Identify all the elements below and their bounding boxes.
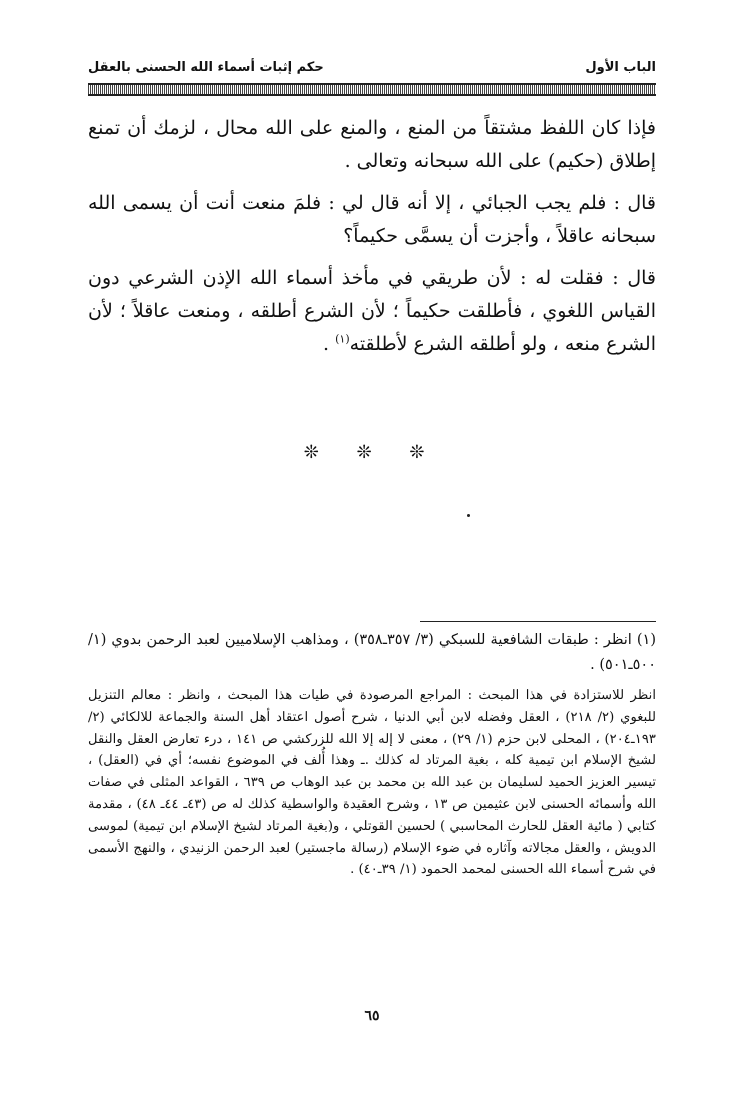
footnote-1: (١) انظر : طبقات الشافعية للسبكي (٣/ ٣٥٧ـ٣٥٨) ، ومذاهب الإسلاميين لعبد الرحمن بدوي (١/ ٥٠٠ـ٥٠١) . — [88, 632, 656, 673]
chapter-title: الباب الأول — [585, 59, 656, 75]
footnotes — [88, 628, 656, 881]
paragraph-1: فإذا كان اللفظ مشتقاً من المنع ، والمنع على الله محال ، لزمك أن تمنع إطلاق (حكيم) على الله سبحانه وتعالى . — [88, 117, 656, 172]
header-rule — [88, 83, 656, 96]
main-text — [88, 112, 656, 370]
paragraph-3-end: . — [323, 333, 336, 355]
footnote-rule — [420, 621, 656, 622]
paragraph-3 — [88, 262, 656, 361]
footnote-ref: (١) — [335, 332, 350, 346]
stray-dot — [467, 514, 470, 517]
section-separator: ❊ ❊ ❊ — [303, 442, 441, 463]
section-title: حكم إثبات أسماء الله الحسنى بالعقل — [88, 59, 324, 75]
page-number: ٦٥ — [364, 1008, 380, 1024]
paragraph-2: قال : فلم يجب الجبائي ، إلا أنه قال لي : فلمَ منعت أنت أن يسمى الله سبحانه عاقلاً ، وأجزت أن يسمَّى حكيماً؟ — [88, 192, 656, 247]
footnote-references: انظر للاستزادة في هذا المبحث : المراجع المرصودة في طيات هذا المبحث ، وانظر : معالم التنزيل للبغوي (٢/ ٢١٨) ، العقل وفضله لابن أبي الدنيا ، شرح أصول اعتقاد أهل السنة والجماعة للالكائي (٢/ ١٩٣ـ٢٠٤) ، المحلى لابن حزم (١/ ٢٩) ، معنى لا إله إلا الله للزركشي ص ١٤١ ، درء تعارض العقل والنقل لشيخ الإسلام ابن تيمية كله ، بغية المرتاد له كذلك .ـ وهذا أُلف في الموضوع نفسه؛ أي في (العقل) ، تيسير العزيز الحميد لسليمان بن عبد الله بن محمد بن عبد الوهاب ص ٦٣٩ ، القواعد المثلى في صفات الله وأسمائه الحسنى لابن عثيمين ص ١٣ ، وشرح العقيدة والواسطية كذلك له ص (٤٣ـ ٤٤ـ ٤٨) ، مقدمة كتابي ( مائية العقل للحارث المحاسبي ) لحسين القوتلي ، و(بغية المرتاد لشيخ الإسلام ابن تيمية) لموسى الدويش ، والعقل مجالاته وآثاره في ضوء الإسلام (رسالة ماجستير) لعبد الرحمن الزنيدي ، والنهج الأسمى في شرح أسماء الله الحسنى لمحمد الحمود (١/ ٣٩ـ٤٠) . — [88, 688, 657, 878]
paragraph-3-text: قال : فقلت له : لأن طريقي في مأخذ أسماء الله الإذن الشرعي دون القياس اللغوي ، فأطلقت حكيماً ؛ لأن الشرع أطلقه ، ومنعت عاقلاً ؛ لأن الشرع منعه ، ولو أطلقه الشرع لأطلقته — [88, 267, 656, 355]
running-header — [88, 56, 656, 78]
